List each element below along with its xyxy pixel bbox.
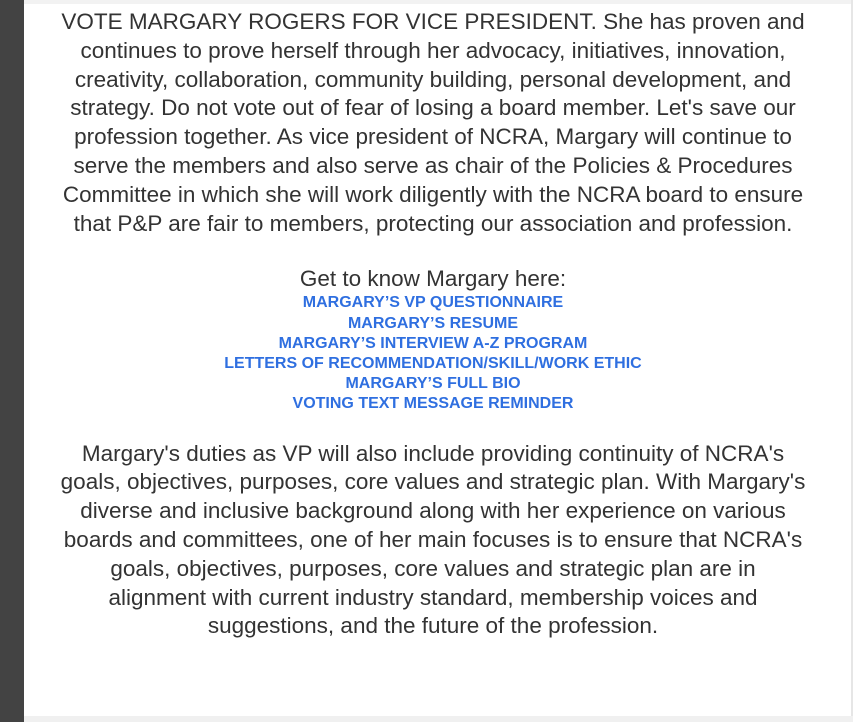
get-to-know-heading: Get to know Margary here: [299, 266, 567, 292]
left-scroll-gutter [0, 0, 24, 722]
bottom-edge [24, 716, 853, 722]
link-full-bio[interactable]: MARGARY’S FULL BIO [345, 375, 521, 393]
link-voting-text-reminder[interactable]: VOTING TEXT MESSAGE REMINDER [292, 395, 574, 413]
top-edge [24, 0, 853, 4]
link-resume[interactable]: MARGARY’S RESUME [347, 314, 519, 332]
link-letters-of-recommendation[interactable]: LETTERS OF RECOMMENDATION/SKILL/WORK ETHIC [224, 354, 642, 372]
link-interview-program[interactable]: MARGARY’S INTERVIEW A-Z PROGRAM [278, 334, 588, 352]
profile-links-list [60, 293, 806, 414]
link-vp-questionnaire[interactable]: MARGARY’S VP QUESTIONNAIRE [302, 294, 564, 312]
duties-paragraph: Margary's duties as VP will also include providing continuity of NCRA's goals, objectives, purposes, core values and strategic plan. With Margary's diverse and inclusive background along with her experience on various boards and committees, one of her main focuses is to ensure that NCRA's goals, objectives, purposes, core values and strategic plan are in alignment with current industry standard, membership voices and suggestions, and the future of the profession. [60, 440, 806, 639]
campaign-content [60, 8, 806, 641]
intro-paragraph: VOTE MARGARY ROGERS FOR VICE PRESIDENT. She has proven and continues to prove herself through her advocacy, initiatives, innovation, creativity, collaboration, community building, personal development, and strategy. Do not vote out of fear of losing a board member. Let's save our profession together. As vice president of NCRA, Margary will continue to serve the members and also serve as chair of the Policies & Procedures Committee in which she will work diligently with the NCRA board to ensure that P&P are fair to members, protecting our association and profession. [61, 9, 805, 236]
